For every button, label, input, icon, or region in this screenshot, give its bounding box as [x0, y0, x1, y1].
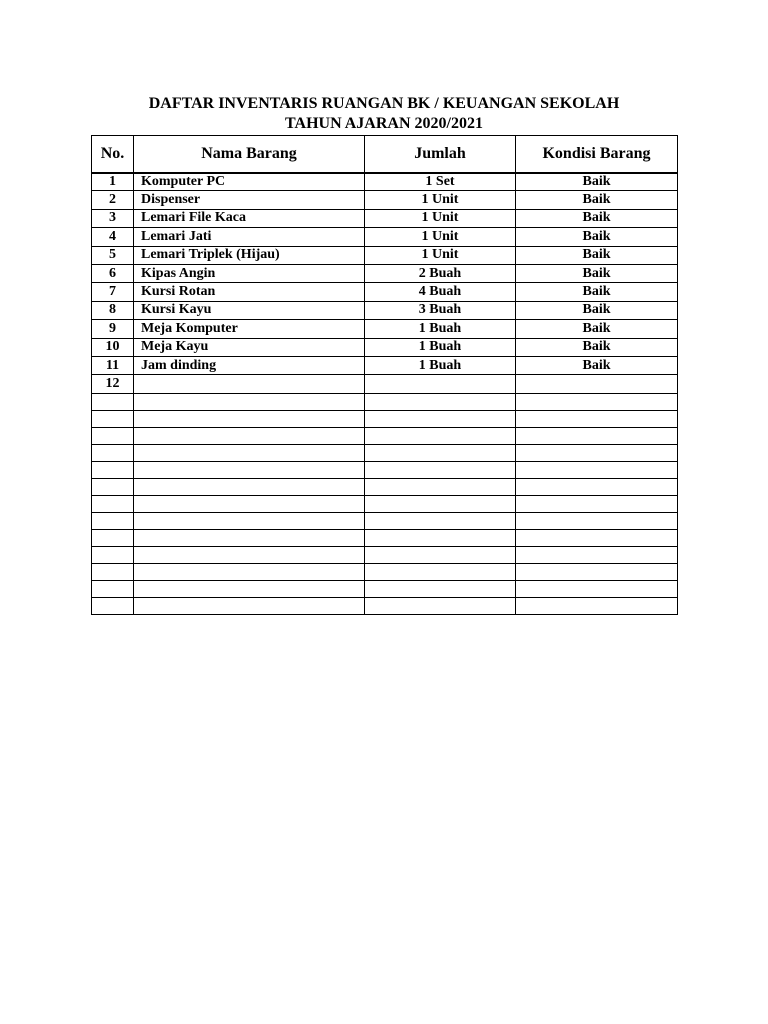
cell-quantity [365, 444, 516, 461]
cell-quantity [365, 427, 516, 444]
cell-item-name [134, 580, 365, 597]
cell-quantity [365, 512, 516, 529]
cell-condition [516, 546, 678, 563]
cell-no: 6 [92, 264, 134, 282]
document-subtitle: TAHUN AJARAN 2020/2021 [285, 115, 483, 132]
cell-quantity: 1 Buah [365, 338, 516, 356]
cell-condition: Baik [516, 320, 678, 338]
cell-condition: Baik [516, 338, 678, 356]
cell-quantity [365, 410, 516, 427]
table-row [92, 444, 678, 461]
cell-quantity: 1 Buah [365, 356, 516, 374]
cell-condition: Baik [516, 283, 678, 301]
cell-item-name: Lemari Triplek (Hijau) [134, 246, 365, 264]
table-row [92, 495, 678, 512]
cell-no [92, 546, 134, 563]
cell-no: 12 [92, 375, 134, 393]
table-row [92, 320, 678, 338]
cell-no [92, 393, 134, 410]
table-row [92, 228, 678, 246]
cell-quantity [365, 597, 516, 614]
table-row [92, 410, 678, 427]
table-row [92, 338, 678, 356]
table-row [92, 580, 678, 597]
cell-no [92, 495, 134, 512]
cell-item-name: Kipas Angin [134, 264, 365, 282]
cell-item-name [134, 546, 365, 563]
table-header [92, 136, 678, 173]
cell-condition [516, 529, 678, 546]
cell-item-name: Komputer PC [134, 173, 365, 191]
cell-condition [516, 495, 678, 512]
cell-quantity: 1 Unit [365, 209, 516, 227]
cell-no: 3 [92, 209, 134, 227]
cell-condition [516, 580, 678, 597]
cell-no: 5 [92, 246, 134, 264]
header-no: No. [92, 136, 134, 173]
header-condition: Kondisi Barang [516, 136, 678, 173]
cell-no [92, 461, 134, 478]
cell-condition [516, 375, 678, 393]
cell-no: 1 [92, 173, 134, 191]
cell-condition [516, 444, 678, 461]
cell-no: 2 [92, 191, 134, 209]
cell-condition: Baik [516, 191, 678, 209]
header-qty: Jumlah [365, 136, 516, 173]
cell-quantity [365, 529, 516, 546]
cell-item-name [134, 427, 365, 444]
cell-no: 7 [92, 283, 134, 301]
cell-condition: Baik [516, 301, 678, 319]
table-row [92, 512, 678, 529]
cell-item-name [134, 478, 365, 495]
cell-quantity [365, 580, 516, 597]
cell-no [92, 427, 134, 444]
table-row [92, 546, 678, 563]
cell-quantity [365, 546, 516, 563]
table-row [92, 461, 678, 478]
cell-quantity: 1 Unit [365, 228, 516, 246]
inventory-table [91, 135, 678, 615]
cell-no: 8 [92, 301, 134, 319]
table-row [92, 264, 678, 282]
table-row [92, 393, 678, 410]
cell-no [92, 478, 134, 495]
cell-condition: Baik [516, 173, 678, 191]
cell-condition: Baik [516, 246, 678, 264]
table-row [92, 191, 678, 209]
cell-item-name [134, 393, 365, 410]
cell-item-name: Dispenser [134, 191, 365, 209]
cell-item-name [134, 375, 365, 393]
cell-item-name [134, 495, 365, 512]
cell-no: 4 [92, 228, 134, 246]
table-row [92, 427, 678, 444]
cell-quantity: 2 Buah [365, 264, 516, 282]
cell-condition [516, 563, 678, 580]
table-row [92, 173, 678, 191]
cell-condition [516, 427, 678, 444]
cell-quantity [365, 461, 516, 478]
document-title: DAFTAR INVENTARIS RUANGAN BK / KEUANGAN SEKOLAH [148, 95, 620, 112]
cell-quantity: 1 Set [365, 173, 516, 191]
cell-quantity: 3 Buah [365, 301, 516, 319]
table-row [92, 301, 678, 319]
cell-item-name: Lemari File Kaca [134, 209, 365, 227]
cell-quantity: 4 Buah [365, 283, 516, 301]
table-row [92, 597, 678, 614]
table-row [92, 209, 678, 227]
cell-no [92, 512, 134, 529]
cell-quantity [365, 375, 516, 393]
cell-quantity [365, 495, 516, 512]
cell-item-name [134, 512, 365, 529]
cell-no [92, 580, 134, 597]
cell-no [92, 444, 134, 461]
cell-condition: Baik [516, 356, 678, 374]
table-body [92, 173, 678, 615]
cell-no: 10 [92, 338, 134, 356]
cell-item-name: Lemari Jati [134, 228, 365, 246]
cell-item-name [134, 597, 365, 614]
cell-no: 11 [92, 356, 134, 374]
table-row [92, 283, 678, 301]
table-row [92, 375, 678, 393]
cell-item-name [134, 461, 365, 478]
cell-condition: Baik [516, 209, 678, 227]
cell-condition [516, 512, 678, 529]
cell-item-name: Jam dinding [134, 356, 365, 374]
cell-condition: Baik [516, 264, 678, 282]
cell-condition [516, 461, 678, 478]
cell-condition [516, 597, 678, 614]
cell-item-name: Kursi Rotan [134, 283, 365, 301]
cell-no: 9 [92, 320, 134, 338]
table-row [92, 563, 678, 580]
table-row [92, 478, 678, 495]
cell-item-name: Meja Komputer [134, 320, 365, 338]
cell-item-name [134, 410, 365, 427]
cell-no [92, 410, 134, 427]
table-row [92, 246, 678, 264]
cell-no [92, 597, 134, 614]
cell-quantity [365, 478, 516, 495]
cell-quantity [365, 393, 516, 410]
cell-item-name: Kursi Kayu [134, 301, 365, 319]
table-row [92, 356, 678, 374]
cell-no [92, 529, 134, 546]
cell-condition: Baik [516, 228, 678, 246]
table-row [92, 529, 678, 546]
cell-quantity: 1 Unit [365, 191, 516, 209]
cell-condition [516, 478, 678, 495]
cell-item-name [134, 444, 365, 461]
cell-quantity: 1 Buah [365, 320, 516, 338]
cell-item-name: Meja Kayu [134, 338, 365, 356]
header-row [92, 136, 678, 173]
cell-condition [516, 410, 678, 427]
cell-no [92, 563, 134, 580]
cell-quantity: 1 Unit [365, 246, 516, 264]
cell-item-name [134, 563, 365, 580]
header-name: Nama Barang [134, 136, 365, 173]
cell-item-name [134, 529, 365, 546]
cell-quantity [365, 563, 516, 580]
cell-condition [516, 393, 678, 410]
